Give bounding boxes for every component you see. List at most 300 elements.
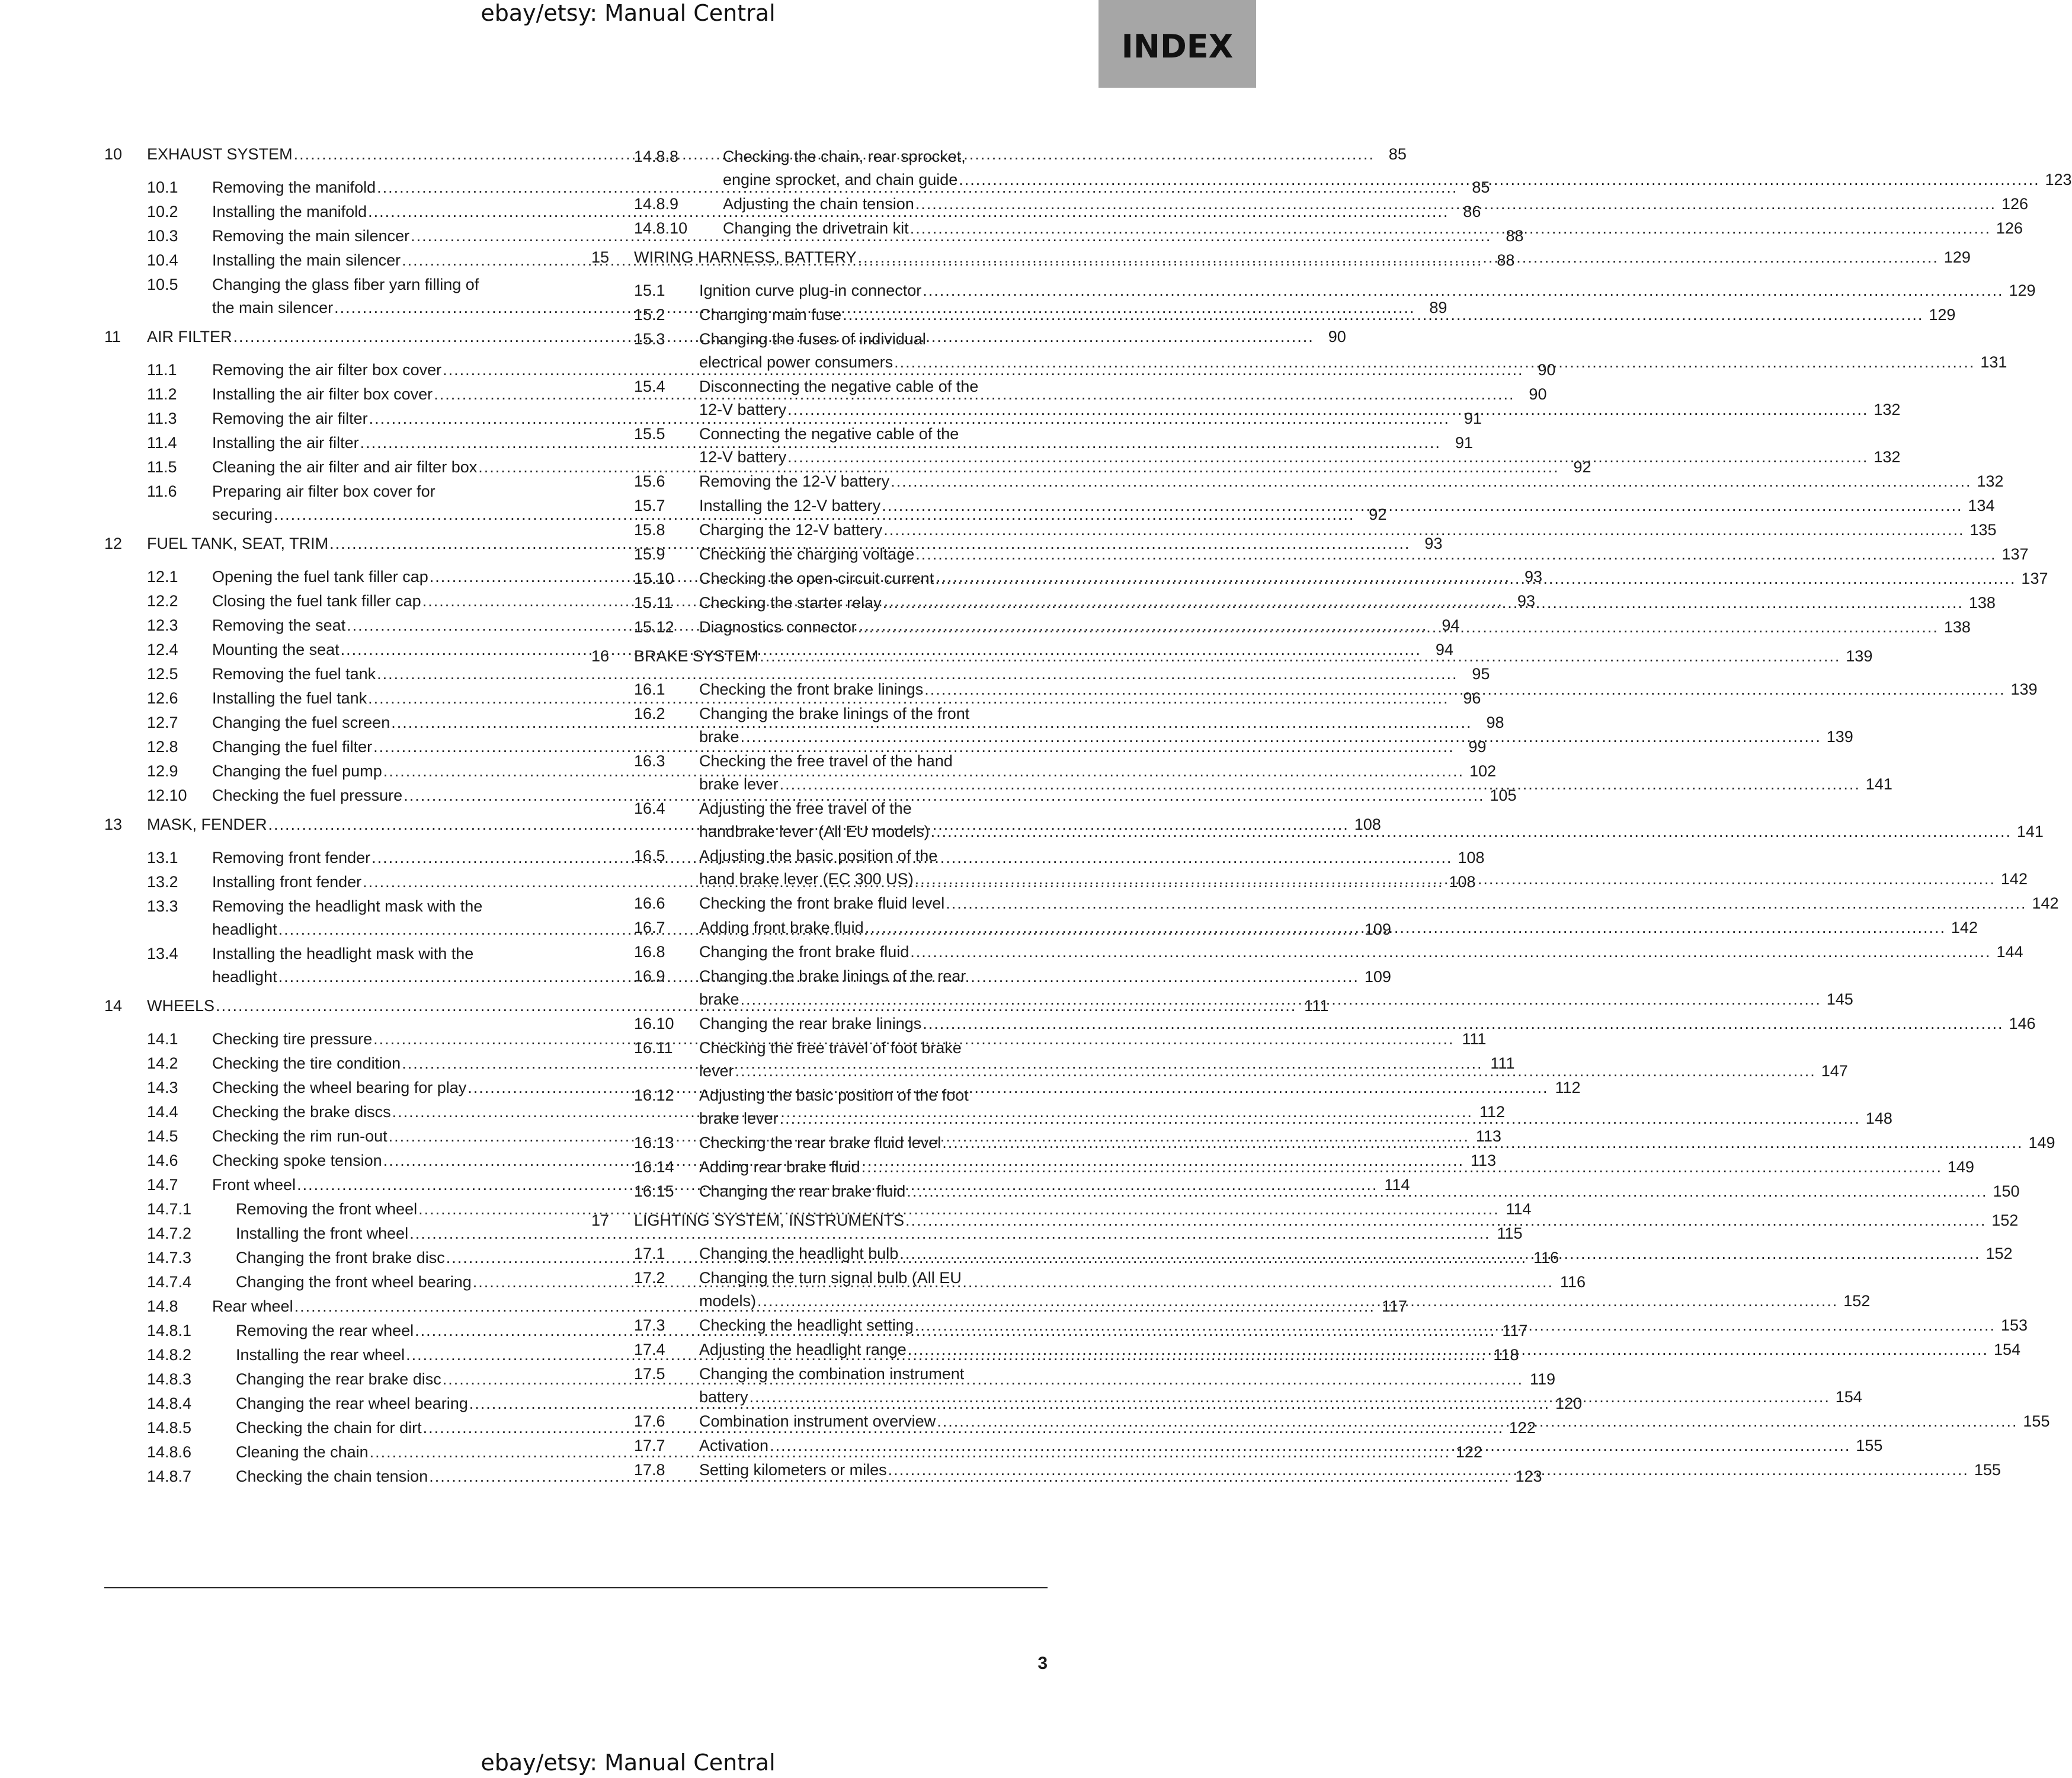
page-ref: 129: [1929, 306, 1956, 324]
entry-number: 16.6: [634, 894, 665, 912]
page-ref: 92: [1573, 458, 1591, 476]
entry-number: 16.8: [634, 943, 665, 961]
entry-number: 13.3: [147, 897, 178, 915]
entry-number: 10.2: [147, 203, 178, 220]
page-ref: 88: [1497, 251, 1515, 269]
entry-title: Changing the rear brake linings: [699, 1015, 922, 1032]
page-ref: 132: [1874, 401, 1901, 418]
entry-title: Checking the front brake linings: [699, 680, 924, 698]
page-ref: 142: [1951, 919, 1978, 936]
page-ref: 155: [2023, 1412, 2050, 1430]
entry-number: 17.2: [634, 1269, 665, 1287]
entry-title: Changing the drivetrain kit: [723, 219, 909, 237]
bottom-banner: ebay/etsy: Manual Central: [481, 1750, 776, 1776]
entry-title: Checking the tire condition: [212, 1054, 401, 1072]
chapter-title: FUEL TANK, SEAT, TRIM: [147, 535, 329, 552]
entry-title: Removing the air filter: [212, 410, 368, 427]
entry-title: Checking the brake discs: [212, 1103, 391, 1121]
page-ref: 98: [1486, 714, 1504, 731]
entry-number: 14.8.8: [634, 148, 679, 165]
page-ref: 108: [1449, 873, 1476, 891]
entry-title: Disconnecting the negative cable of the: [699, 378, 979, 395]
entry-number: 16.3: [634, 752, 665, 770]
entry-title: hand brake lever (EC 300 US): [699, 870, 914, 888]
page-ref: 153: [2000, 1316, 2028, 1334]
page-ref: 93: [1524, 568, 1543, 586]
chapter-title: AIR FILTER: [147, 328, 232, 346]
page-ref: 88: [1506, 227, 1524, 245]
entry-title: Removing the front wheel: [236, 1200, 418, 1218]
dot-leader: [882, 494, 1962, 517]
entry-title: Adding front brake fluid: [699, 919, 864, 936]
entry-title: Removing the 12-V battery: [699, 472, 890, 490]
entry-number: 12.7: [147, 714, 178, 731]
entry-title: Changing the headlight bulb: [699, 1245, 899, 1262]
page-ref: 112: [1555, 1079, 1581, 1096]
page-ref: 148: [1865, 1109, 1892, 1127]
toc-entry[interactable]: [591, 941, 2023, 964]
page-ref: 141: [1865, 775, 1892, 793]
entry-number: 14.8.2: [147, 1346, 192, 1364]
page-ref: 117: [1381, 1297, 1407, 1315]
entry-number: 12.5: [147, 665, 178, 683]
dot-leader: [959, 168, 2039, 191]
entry-title: Checking the chain for dirt: [236, 1419, 422, 1437]
page-ref: 114: [1384, 1176, 1410, 1194]
entry-number: 14.8.4: [147, 1395, 192, 1412]
page-ref: 132: [1977, 472, 2004, 490]
entry-title: Removing the fuel tank: [212, 665, 376, 683]
dot-leader: [787, 398, 1868, 421]
page-number: 3: [1037, 1654, 1048, 1673]
entry-title: Changing the rear brake fluid: [699, 1182, 906, 1200]
page-ref: 155: [1974, 1461, 2001, 1479]
entry-number: 14.2: [147, 1054, 178, 1072]
entry-title: Changing the turn signal bulb (All EU: [699, 1269, 962, 1287]
entry-number: 15.7: [634, 497, 665, 514]
entry-number: 14.8.5: [147, 1419, 192, 1437]
entry-title: Checking the starter relay: [699, 594, 882, 612]
entry-title: Adjusting the basic position of the foot: [699, 1086, 969, 1104]
entry-number: 13.4: [147, 945, 178, 962]
entry-number: 15.4: [634, 378, 665, 395]
entry-title: Preparing air filter box cover for: [212, 482, 435, 500]
page-ref: 120: [1555, 1395, 1583, 1412]
page-ref: 113: [1475, 1127, 1501, 1145]
entry-title: Installing the 12-V battery: [699, 497, 881, 514]
entry-number: 15.12: [634, 618, 674, 636]
entry-number: 15.11: [634, 594, 673, 612]
entry-title: Checking the free travel of foot brake: [699, 1039, 962, 1057]
dot-leader: [735, 1060, 1816, 1083]
toc-entry[interactable]: [591, 519, 1997, 542]
entry-title: Closing the fuel tank filler cap: [212, 592, 421, 610]
toc-entry[interactable]: [591, 1012, 2036, 1035]
dot-leader: [915, 193, 1996, 216]
entry-number: 16.12: [634, 1086, 674, 1104]
page-ref: 118: [1493, 1346, 1519, 1364]
dot-leader: [946, 892, 2026, 915]
dot-leader: [780, 1107, 1860, 1130]
entry-number: 16.14: [634, 1158, 674, 1176]
page-ref: 99: [1468, 738, 1487, 756]
page-ref: 142: [2032, 894, 2059, 912]
dot-leader: [750, 1386, 1830, 1409]
entry-title: brake: [699, 990, 739, 1008]
page-ref: 149: [2028, 1134, 2055, 1152]
entry-number: 12.3: [147, 616, 178, 634]
entry-number: 10.5: [147, 276, 178, 293]
entry-number: 16.2: [634, 705, 665, 722]
entry-title: Adjusting the free travel of the: [699, 800, 912, 817]
page-ref: 108: [1354, 816, 1381, 833]
chapter-title: MASK, FENDER: [147, 816, 267, 833]
footer-divider: [104, 1587, 1048, 1588]
chapter-number: 12: [104, 535, 123, 552]
entry-number: 16.5: [634, 847, 665, 865]
page-ref: 90: [1529, 385, 1547, 403]
dot-leader: [858, 248, 1939, 267]
entry-title: Changing main fuse: [699, 306, 842, 324]
entry-title: Changing the rear wheel bearing: [236, 1395, 468, 1412]
entry-number: 11.1: [147, 361, 177, 379]
page-ref: 123: [1515, 1467, 1542, 1485]
entry-title: Checking the rim run-out: [212, 1127, 388, 1145]
dot-leader: [899, 1242, 1980, 1265]
page-ref: 144: [1996, 943, 2023, 961]
entry-title: Adjusting the chain tension: [723, 195, 914, 213]
entry-title: Checking the free travel of the hand: [699, 752, 953, 770]
entry-title: Installing the headlight mask with the: [212, 945, 474, 962]
page-ref: 105: [1490, 786, 1517, 804]
page-ref: 111: [1304, 997, 1329, 1015]
entry-number: 16.1: [634, 680, 665, 698]
page-ref: 137: [2021, 570, 2048, 587]
entry-number: 14.8.9: [634, 195, 679, 213]
entry-number: 12.10: [147, 786, 187, 804]
entry-number: 14.8.10: [634, 219, 688, 237]
page-ref: 122: [1455, 1443, 1482, 1461]
dot-leader: [915, 868, 1996, 891]
dot-leader: [883, 591, 1964, 615]
page-ref: 139: [1846, 647, 1873, 665]
dot-leader: [937, 1410, 2017, 1433]
entry-title: Changing the fuel pump: [212, 762, 382, 780]
page-ref: 91: [1463, 410, 1482, 427]
entry-number: 10.1: [147, 178, 178, 196]
chapter-number: 10: [104, 145, 123, 163]
entry-number: 11.2: [147, 385, 177, 403]
entry-title: Removing the manifold: [212, 178, 376, 196]
entry-title: Cleaning the air filter and air filter box: [212, 458, 478, 476]
dot-leader: [858, 616, 1939, 639]
page-ref: 94: [1435, 641, 1453, 658]
page-ref: 119: [1529, 1370, 1555, 1388]
toc-entry[interactable]: [591, 279, 2036, 302]
entry-title: Adjusting the headlight range: [699, 1341, 907, 1358]
page-ref: 117: [1502, 1322, 1528, 1339]
entry-number: 12.9: [147, 762, 178, 780]
page-ref: 139: [2010, 680, 2038, 698]
entry-title: Installing the air filter box cover: [212, 385, 433, 403]
page-ref: 135: [1969, 521, 1997, 539]
entry-number: 10.3: [147, 227, 178, 245]
entry-title: Installing the front wheel: [236, 1224, 409, 1242]
page-ref: 138: [1943, 618, 1971, 636]
entry-number: 17.5: [634, 1365, 665, 1383]
entry-title: Activation: [699, 1437, 769, 1454]
page-ref: 145: [1826, 990, 1853, 1008]
page-ref: 152: [1991, 1211, 2019, 1229]
page-ref: 150: [1993, 1182, 2020, 1200]
entry-number: 11.5: [147, 458, 177, 476]
entry-number: 12.4: [147, 641, 178, 658]
page-ref: 113: [1470, 1152, 1496, 1169]
entry-number: 16.4: [634, 800, 665, 817]
entry-number: 14.5: [147, 1127, 178, 1145]
page-ref: 93: [1517, 592, 1535, 610]
dot-leader: [894, 351, 1975, 374]
page-ref: 86: [1463, 203, 1481, 220]
dot-leader: [741, 988, 1821, 1011]
entry-title: brake lever: [699, 1109, 779, 1127]
dot-leader: [915, 1314, 1996, 1337]
entry-title: Opening the fuel tank filler cap: [212, 568, 428, 586]
entry-number: 15.10: [634, 570, 674, 587]
page-ref: 146: [2009, 1015, 2036, 1032]
dot-leader: [931, 820, 2012, 843]
page-ref: 129: [2009, 282, 2036, 299]
entry-number: 14.7.3: [147, 1249, 192, 1267]
dot-leader: [770, 1434, 1850, 1457]
dot-leader: [787, 446, 1868, 469]
page-ref: 102: [1469, 762, 1496, 780]
dot-leader: [865, 916, 1946, 939]
entry-title: Installing the main silencer: [212, 251, 401, 269]
entry-number: 14.1: [147, 1030, 178, 1048]
entry-title: Connecting the negative cable of the: [699, 425, 959, 443]
page-ref: 137: [2001, 545, 2029, 563]
dot-leader: [910, 217, 1991, 240]
entry-title: Changing the fuel filter: [212, 738, 373, 756]
entry-title: models): [699, 1292, 757, 1310]
chapter-number: 15: [591, 248, 610, 266]
entry-number: 17.4: [634, 1341, 665, 1358]
entry-title: Installing front fender: [212, 873, 362, 891]
chapter-title: BRAKE SYSTEM: [634, 647, 759, 665]
toc-entry[interactable]: [104, 663, 1490, 686]
dot-leader: [843, 303, 1923, 327]
entry-number: 16.11: [634, 1039, 673, 1057]
chapter-number: 17: [591, 1211, 610, 1229]
page-ref: 109: [1364, 968, 1391, 986]
page-ref: 116: [1533, 1249, 1559, 1267]
entry-title: Checking the open-circuit current: [699, 570, 934, 587]
entry-title: Removing the rear wheel: [236, 1322, 414, 1339]
entry-title: Cleaning the chain: [236, 1443, 369, 1461]
entry-title: Changing the brake linings of the front: [699, 705, 970, 722]
entry-title: Front wheel: [212, 1176, 296, 1194]
entry-number: 14.7.4: [147, 1273, 192, 1291]
entry-number: 17.3: [634, 1316, 665, 1334]
entry-title: Checking the fuel pressure: [212, 786, 403, 804]
chapter-title: WHEELS: [147, 997, 215, 1015]
page-ref: 89: [1429, 299, 1447, 316]
toc-entry[interactable]: [591, 892, 2059, 915]
entry-title: Combination instrument overview: [699, 1412, 936, 1430]
entry-number: 14.6: [147, 1152, 178, 1169]
dot-leader: [891, 470, 1971, 493]
page-ref: 142: [2000, 870, 2028, 888]
entry-title: Changing the fuses of individual: [699, 330, 926, 348]
entry-number: 17.6: [634, 1412, 665, 1430]
entry-title: Removing the headlight mask with the: [212, 897, 483, 915]
entry-number: 15.2: [634, 306, 665, 324]
entry-number: 17.8: [634, 1461, 665, 1479]
entry-title: 12-V battery: [699, 448, 787, 466]
page-ref: 131: [1980, 353, 2007, 371]
entry-title: Rear wheel: [212, 1297, 293, 1315]
dot-leader: [923, 279, 2003, 302]
entry-title: Changing the combination instrument: [699, 1365, 965, 1383]
index-tab: INDEX: [1099, 0, 1256, 88]
page-ref: 154: [1835, 1388, 1862, 1406]
dot-leader: [757, 1290, 1838, 1313]
entry-number: 12.6: [147, 689, 178, 707]
entry-number: 14.8.6: [147, 1443, 192, 1461]
page-ref: 112: [1479, 1103, 1505, 1121]
entry-title: Removing the seat: [212, 616, 346, 634]
page-ref: 152: [1843, 1292, 1871, 1310]
page-ref: 138: [1968, 594, 1996, 612]
page-ref: 126: [1996, 219, 2023, 237]
dot-leader: [780, 773, 1860, 796]
entry-title: Checking the front brake fluid level: [699, 894, 945, 912]
entry-title: brake: [699, 728, 739, 746]
entry-number: 12.1: [147, 568, 178, 586]
entry-title: securing: [212, 506, 273, 523]
page-ref: 85: [1472, 178, 1490, 196]
entry-number: 17.7: [634, 1437, 665, 1454]
entry-number: 14.7: [147, 1176, 178, 1194]
toc-entry[interactable]: [591, 470, 2004, 493]
dot-leader: [888, 1459, 1969, 1482]
entry-number: 15.6: [634, 472, 665, 490]
entry-title: brake lever: [699, 775, 779, 793]
entry-title: Checking tire pressure: [212, 1030, 373, 1048]
entry-title: Checking the chain, rear sprocket,: [723, 148, 966, 165]
dot-leader: [741, 725, 1821, 749]
entry-number: 16.15: [634, 1182, 674, 1200]
dot-leader: [862, 1156, 1942, 1179]
entry-title: Checking the wheel bearing for play: [212, 1079, 467, 1096]
entry-number: 14.8.3: [147, 1370, 192, 1388]
entry-number: 11.6: [147, 482, 177, 500]
entry-title: Mounting the seat: [212, 641, 340, 658]
page-ref: 85: [1388, 145, 1407, 163]
entry-number: 15.9: [634, 545, 665, 563]
entry-number: 13.1: [147, 849, 178, 866]
entry-number: 17.1: [634, 1245, 665, 1262]
entry-number: 14.3: [147, 1079, 178, 1096]
entry-title: Changing the front brake disc: [236, 1249, 445, 1267]
page-ref: 95: [1472, 665, 1490, 683]
entry-number: 14.4: [147, 1103, 178, 1121]
page-ref: 155: [1856, 1437, 1883, 1454]
dot-leader: [942, 1131, 2023, 1155]
chapter-number: 11: [104, 328, 121, 346]
page-ref: 115: [1497, 1224, 1523, 1242]
page-ref: 90: [1328, 328, 1346, 346]
entry-title: Checking the chain tension: [236, 1467, 428, 1485]
entry-title: Adjusting the basic position of the: [699, 847, 938, 865]
page-ref: 149: [1947, 1158, 1974, 1176]
page-ref: 90: [1538, 361, 1556, 379]
page-ref: 141: [2016, 823, 2044, 840]
entry-number: 15.3: [634, 330, 665, 348]
entry-title: engine sprocket, and chain guide: [723, 171, 958, 188]
entry-title: handbrake lever (All EU models): [699, 823, 930, 840]
page-ref: 152: [1985, 1245, 2013, 1262]
chapter-title: WIRING HARNESS, BATTERY: [634, 248, 857, 266]
dot-leader: [760, 647, 1840, 666]
entry-number: 14.7.2: [147, 1224, 192, 1242]
page-ref: 109: [1364, 920, 1391, 938]
entry-title: Adding rear brake fluid: [699, 1158, 860, 1176]
entry-number: 14.8.7: [147, 1467, 192, 1485]
entry-title: lever: [699, 1062, 734, 1080]
page-ref: 122: [1509, 1419, 1536, 1437]
entry-number: 15.5: [634, 425, 665, 443]
entry-number: 14.8.1: [147, 1322, 192, 1339]
entry-title: the main silencer: [212, 299, 334, 316]
chapter-title: EXHAUST SYSTEM: [147, 145, 293, 163]
entry-title: Checking spoke tension: [212, 1152, 382, 1169]
entry-title: Ignition curve plug-in connector: [699, 282, 922, 299]
entry-title: 12-V battery: [699, 401, 787, 418]
dot-leader: [905, 1211, 1986, 1230]
entry-title: Checking the charging voltage: [699, 545, 915, 563]
entry-title: Changing the rear brake disc: [236, 1370, 441, 1388]
entry-number: 11.3: [147, 410, 177, 427]
entry-number: 14.7.1: [147, 1200, 192, 1218]
page-ref: 134: [1968, 497, 1995, 514]
page-ref: 139: [1826, 728, 1853, 746]
dot-leader: [924, 678, 2005, 701]
entry-title: Changing the fuel screen: [212, 714, 390, 731]
entry-title: headlight: [212, 920, 277, 938]
dot-leader: [883, 519, 1964, 542]
dot-leader: [935, 567, 2016, 590]
page-ref: 114: [1506, 1200, 1532, 1218]
page-ref: 93: [1424, 535, 1443, 552]
dot-leader: [907, 1180, 1987, 1203]
chapter-number: 14: [104, 997, 123, 1015]
page-ref: 91: [1455, 434, 1473, 452]
page-ref: 132: [1874, 448, 1901, 466]
entry-number: 16.9: [634, 967, 665, 985]
page-ref: 108: [1458, 849, 1485, 866]
toc-subentry[interactable]: [104, 1222, 1523, 1245]
dot-leader: [923, 1012, 2003, 1035]
entry-title: Changing the front wheel bearing: [236, 1273, 472, 1291]
page-ref: 147: [1821, 1062, 1848, 1080]
entry-title: Changing the front brake fluid: [699, 943, 909, 961]
page-ref: 126: [2001, 195, 2029, 213]
page-ref: 96: [1463, 689, 1481, 707]
entry-number: 11.4: [147, 434, 177, 452]
entry-title: headlight: [212, 968, 277, 986]
